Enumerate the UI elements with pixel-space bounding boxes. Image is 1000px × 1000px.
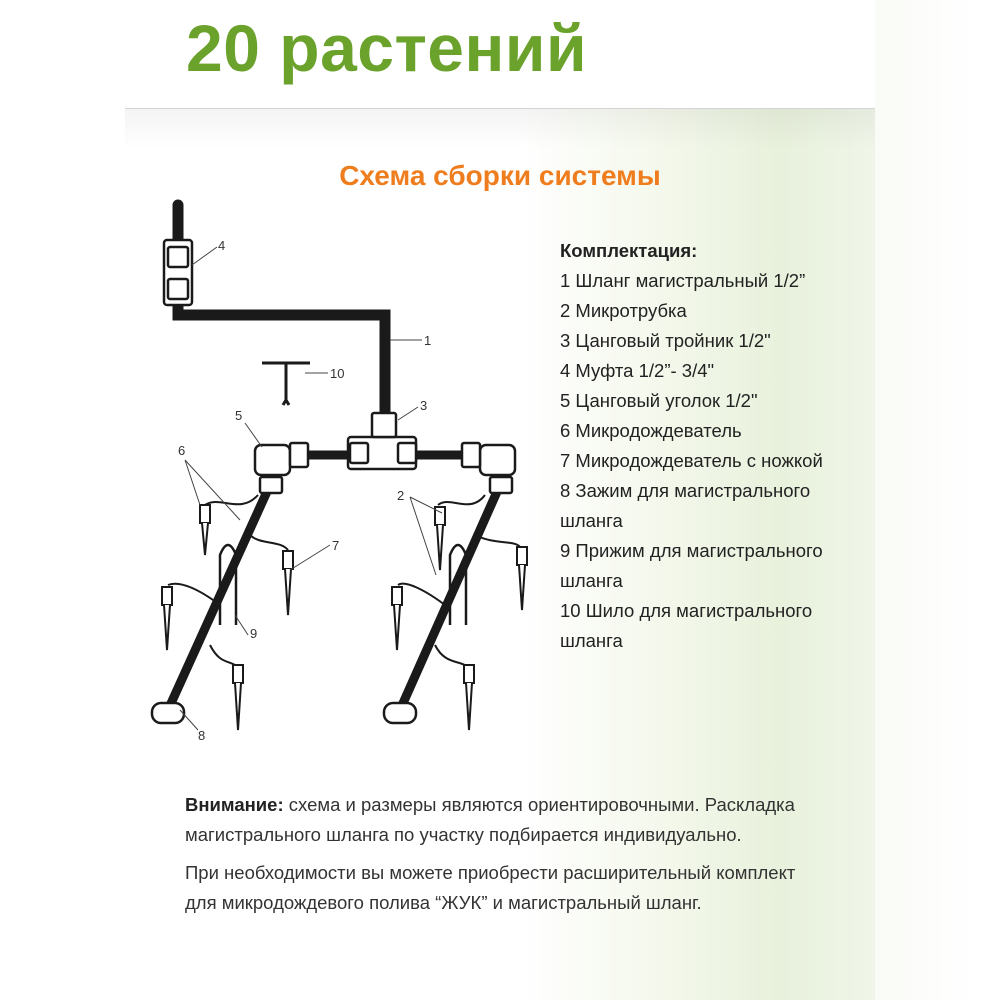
kit-item: 1 Шланг магистральный 1/2” bbox=[560, 270, 806, 291]
clamp-left-8 bbox=[152, 703, 184, 723]
diagram-label-4: 4 bbox=[218, 238, 226, 253]
diagram-label-6: 6 bbox=[178, 443, 186, 458]
kit-item: 7 Микродождеватель с ножкой bbox=[560, 450, 823, 471]
diagram-label-7: 7 bbox=[332, 538, 340, 553]
diagram-label-8: 8 bbox=[198, 728, 206, 743]
notes-block bbox=[185, 790, 815, 926]
elbow-left-5 bbox=[255, 445, 290, 475]
extra-paragraph: При необходимости вы можете приобрести расширительный комплект для микродождевого полива “ЖУК” и магистральный шланг. bbox=[185, 862, 796, 913]
warning-label: Внимание: bbox=[185, 794, 284, 815]
page-title: 20 растений bbox=[186, 11, 588, 85]
right-margin bbox=[875, 0, 1000, 1000]
main-hose bbox=[178, 205, 385, 420]
warning-text: схема и размеры являются ориентировочными. Раскладка магистрального шланга по участку подбирается индивидуально. bbox=[185, 794, 795, 845]
kit-item: 3 Цанговый тройник 1/2" bbox=[560, 330, 771, 351]
kit-item: 8 Зажим для магистрального шланга bbox=[560, 480, 811, 531]
kit-item: 10 Шило для магистрального шланга bbox=[560, 600, 813, 651]
awl-10 bbox=[262, 363, 310, 405]
kit-item: 4 Муфта 1/2”- 3/4" bbox=[560, 360, 715, 381]
kit-item: 6 Микродождеватель bbox=[560, 420, 742, 441]
warning-paragraph bbox=[185, 790, 815, 850]
diagram-label-3: 3 bbox=[420, 398, 428, 413]
kit-item: 9 Прижим для магистрального шланга bbox=[560, 540, 823, 591]
kit-item: 2 Микротрубка bbox=[560, 300, 687, 321]
diagram-label-10: 10 bbox=[330, 366, 345, 381]
kit-item: 5 Цанговый уголок 1/2" bbox=[560, 390, 758, 411]
assembly-diagram bbox=[140, 195, 540, 750]
diagram-label-2: 2 bbox=[397, 488, 405, 503]
kit-title: Комплектация: bbox=[560, 240, 698, 261]
clamp-right bbox=[384, 703, 416, 723]
diagram-label-5: 5 bbox=[235, 408, 243, 423]
diagram-label-9: 9 bbox=[250, 626, 258, 641]
diagram-label-1: 1 bbox=[424, 333, 432, 348]
section-subtitle: Схема сборки системы bbox=[339, 160, 661, 191]
divider-shadow bbox=[125, 109, 875, 149]
elbow-right bbox=[480, 445, 515, 475]
kit-list bbox=[560, 236, 860, 656]
